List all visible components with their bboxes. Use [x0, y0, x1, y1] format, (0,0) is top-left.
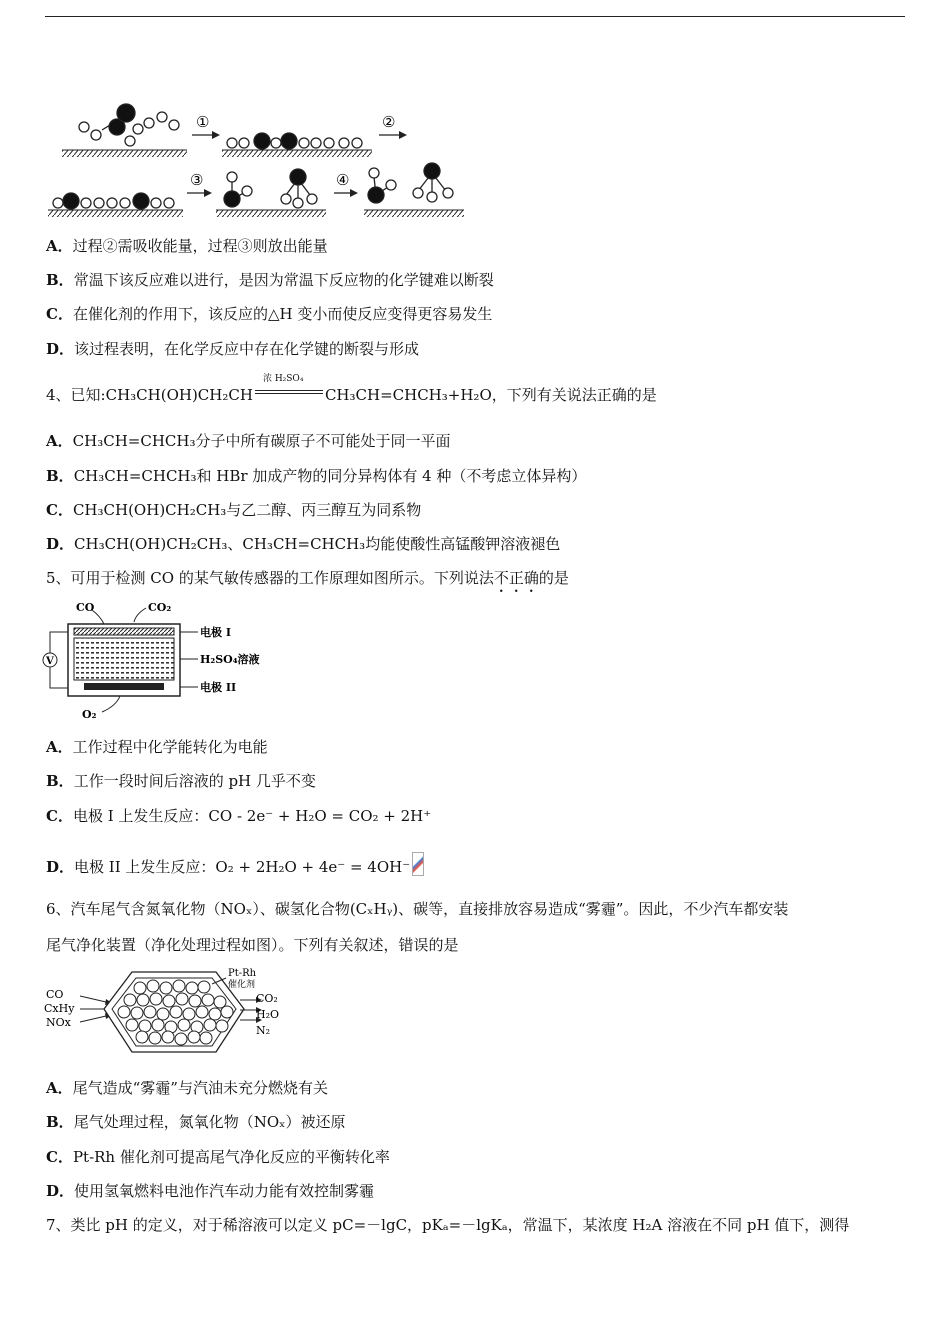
step-4-label: ④	[336, 171, 350, 189]
q4-option-a[interactable]: A．CH₃CH=CHCH₃分子中所有碳原子不可能处于同一平面	[46, 432, 451, 450]
svg-text:H₂SO₄溶液: H₂SO₄溶液	[200, 653, 260, 666]
q5-option-c[interactable]: C．电极 I 上发生反应：CO - 2e⁻ + H₂O = CO₂ + 2H⁺	[46, 807, 432, 825]
q3-reaction-figure	[44, 95, 474, 225]
q3-option-c[interactable]: C．在催化剂的作用下，该反应的△H 变小而使反应变得更容易发生	[46, 305, 493, 323]
svg-text:N₂: N₂	[256, 1024, 271, 1037]
q6-option-b[interactable]: B．尾气处理过程，氮氧化物（NOₓ）被还原	[46, 1113, 346, 1131]
q4-option-c[interactable]: C．CH₃CH(OH)CH₂CH₃与乙二醇、丙三醇互为同系物	[46, 501, 422, 519]
svg-text:CO₂: CO₂	[256, 992, 278, 1005]
q5-option-b[interactable]: B．工作一段时间后溶液的 pH 几乎不变	[46, 772, 316, 790]
q7-stem: 7、类比 pH 的定义，对于稀溶液可以定义 pC=－lgC，pKₐ=－lgKₐ，常温下，某浓度 H₂A 溶液在不同 pH 值下，测得	[46, 1216, 850, 1234]
svg-text:催化剂: 催化剂	[228, 980, 256, 990]
q3-option-d[interactable]: D．该过程表明，在化学反应中存在化学键的断裂与形成	[46, 340, 420, 358]
svg-text:电极 II: 电极 II	[200, 681, 237, 694]
reaction-arrow: 浓 H₂SO₄	[253, 385, 325, 405]
q5-stem: 5、可用于检测 CO 的某气敏传感器的工作原理如图所示。下列说法不正确的是	[46, 569, 569, 587]
header-rule	[45, 16, 905, 17]
q6-option-a[interactable]: A．尾气造成“雾霾”与汽油未充分燃烧有关	[46, 1079, 328, 1097]
q4-stem: 4、已知:CH₃CH(OH)CH₂CH 浓 H₂SO₄ CH₃CH=CHCH₃+H₂O，下列有关说法正确的是	[46, 374, 657, 404]
q6-converter-figure	[44, 964, 294, 1064]
q3-option-b[interactable]: B．常温下该反应难以进行，是因为常温下反应物的化学键难以断裂	[46, 271, 494, 289]
svg-text:Pt-Rh: Pt-Rh	[228, 968, 257, 979]
q6-option-d[interactable]: D．使用氢氧燃料电池作汽车动力能有效控制雾霾	[46, 1182, 375, 1200]
svg-text:NOx: NOx	[46, 1016, 71, 1029]
q4-option-d[interactable]: D．CH₃CH(OH)CH₂CH₃、CH₃CH=CHCH₃均能使酸性高锰酸钾溶液褪色	[46, 535, 561, 553]
q4-option-b[interactable]: B．CH₃CH=CHCH₃和 HBr 加成产物的同分异构体有 4 种（不考虑立体异构）	[46, 467, 587, 485]
svg-text:O₂: O₂	[82, 708, 97, 721]
q6-stem-line1: 6、汽车尾气含氮氧化物（NOₓ）、碳氢化合物(CₓHᵧ)、碳等，直接排放容易造成“雾霾”。因此，不少汽车都安装	[46, 900, 789, 918]
q6-option-c[interactable]: C．Pt-Rh 催化剂可提高尾气净化反应的平衡转化率	[46, 1148, 390, 1166]
svg-text:H₂O: H₂O	[256, 1008, 280, 1021]
broken-image-icon	[412, 852, 424, 876]
q6-stem-line2: 尾气净化装置（净化处理过程如图）。下列有关叙述，错误的是	[46, 936, 459, 954]
svg-text:CO₂: CO₂	[148, 601, 172, 614]
svg-text:CxHy: CxHy	[44, 1002, 75, 1015]
svg-text:CO: CO	[76, 601, 95, 614]
step-3-label: ③	[190, 171, 204, 189]
q5-sensor-figure	[40, 596, 280, 726]
svg-text:电极 I: 电极 I	[200, 626, 231, 639]
step-2-label: ②	[382, 113, 396, 131]
q5-option-a[interactable]: A．工作过程中化学能转化为电能	[46, 738, 268, 756]
q5-option-d[interactable]: D．电极 II 上发生反应：O₂ + 2H₂O + 4e⁻ = 4OH⁻	[46, 852, 424, 877]
svg-text:V: V	[46, 656, 54, 667]
q3-option-a[interactable]: A．过程②需吸收能量，过程③则放出能量	[46, 237, 328, 255]
step-1-label: ①	[196, 113, 210, 131]
svg-text:CO: CO	[46, 988, 64, 1001]
q5-emphasis: 不正确	[493, 569, 539, 587]
